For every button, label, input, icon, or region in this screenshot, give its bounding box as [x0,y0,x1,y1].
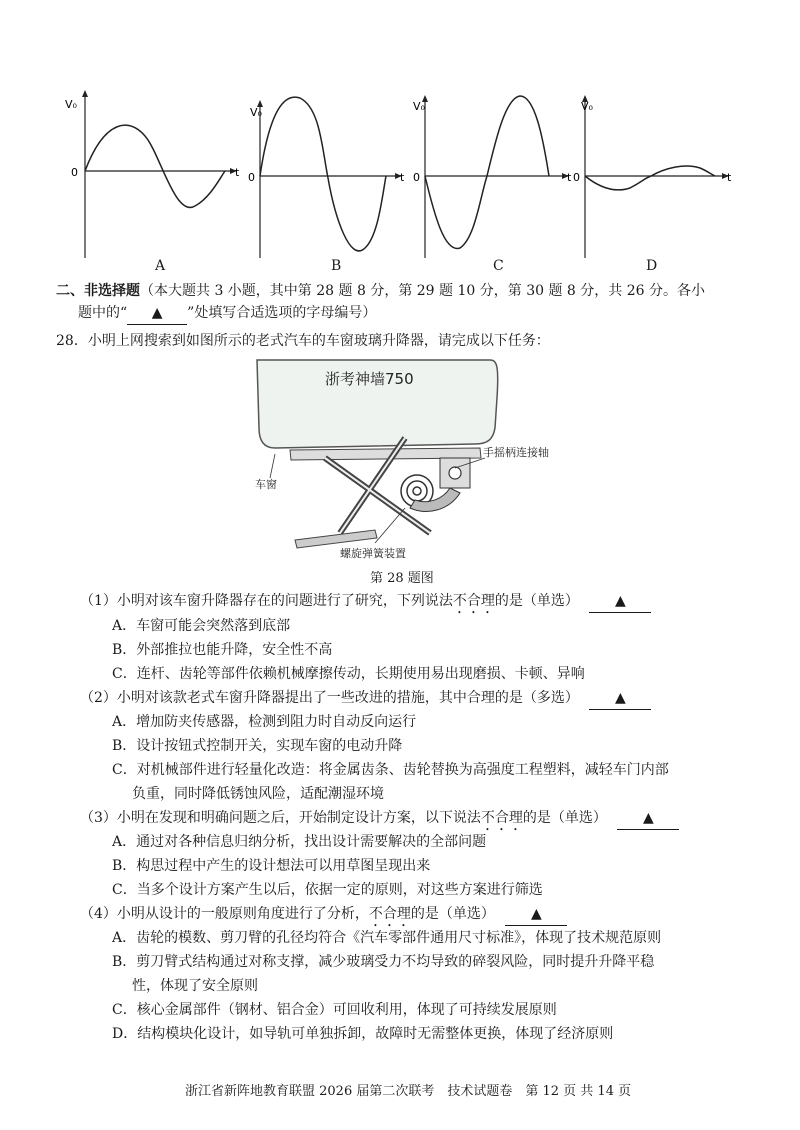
sub4-stem: （4）小明从设计的一般原则角度进行了分析，不合理的是（单选） ▲ [80,903,567,930]
svg-text:t: t [567,171,572,184]
svg-text:0: 0 [573,171,580,184]
sub4-answer-blank: ▲ [505,903,567,926]
sub4-option-a: A．齿轮的模数、剪刀臂的孔径均符合《汽车零部件通用尺寸标准》，体现了技术规范原则 [112,930,662,946]
car-window-regulator-figure [255,358,585,563]
sub4-option-b-cont: 性，体现了安全原则 [132,978,258,994]
sub2-answer-blank: ▲ [589,687,651,710]
sub2-option-c: C．对机械部件进行轻量化改造：将金属齿条、齿轮替换为高强度工程塑料，减轻车门内部 [112,762,669,778]
graph-b [248,97,405,258]
sub1-answer-blank: ▲ [589,590,651,613]
watermark-text: 浙考神墙750 [325,370,414,388]
svg-text:V₀: V₀ [413,100,425,113]
graph-d [573,95,732,258]
waveform-graphs [55,88,745,278]
sub2-option-b: B．设计按钮式控制开关，实现车窗的电动升降 [112,738,403,754]
label-spring: 螺旋弹簧装置 [340,547,406,560]
sub3-answer-blank: ▲ [617,807,679,830]
graph-label-b: B [331,258,342,274]
section-desc-1: （本大题共 3 小题，其中第 28 题 8 分，第 29 题 10 分，第 30 题 8 分，共 26 分。各小 [140,283,705,299]
graph-a [65,90,240,258]
sub3-option-c: C．当多个设计方案产生以后，依据一定的原则，对这些方案进行筛选 [112,882,543,898]
sub3-option-a: A．通过对各种信息归纳分析，找出设计需要解决的全部问题 [112,834,487,850]
question-28-body [80,590,770,1070]
sub4-option-d: D．结构模块化设计，如导轨可单独拆卸，故障时无需整体更换，体现了经济原则 [112,1026,614,1042]
sub1-option-c: C．连杆、齿轮等部件依赖机械摩擦传动，长期使用易出现磨损、卡顿、异响 [112,666,585,682]
sub1-option-a: A．车窗可能会突然落到底部 [112,618,291,634]
label-shaft: 手摇柄连接轴 [483,446,549,459]
graph-label-a: A [155,258,166,274]
svg-text:0: 0 [413,171,420,184]
svg-text:t: t [400,171,405,184]
graph-label-c: C [493,258,504,274]
sub2-stem: （2）小明对该款老式车窗升降器提出了一些改进的措施，其中合理的是（多选） ▲ [80,687,651,710]
sub1-stem: （1）小明对该车窗升降器存在的问题进行了研究，下列说法不合理的是（单选） ▲ [80,590,651,617]
sub1-option-b: B．外部推拉也能升降，安全性不高 [112,642,333,658]
figure-caption: 第 28 题图 [370,571,434,586]
sub3-option-b: B．构思过程中产生的设计想法可以用草图呈现出来 [112,858,431,874]
sub4-option-c: C．核心金属部件（钢材、铝合金）可回收利用，体现了可持续发展原则 [112,1002,557,1018]
sub3-stem: （3）小明在发现和明确问题之后，开始制定设计方案，以下说法不合理的是（单选） ▲ [80,807,679,834]
svg-text:0: 0 [248,171,255,184]
section-title: 二、非选择题 [56,283,140,299]
page-footer: 浙江省新阵地教育联盟 2026 届第二次联考 技术试题卷 第 12 页 共 14 页 [185,1084,632,1099]
svg-text:V₀: V₀ [250,106,262,119]
label-window: 车窗 [255,478,277,491]
svg-text:t: t [235,166,240,179]
graph-c [413,95,572,258]
svg-text:t: t [727,171,732,184]
axis-y-label: V₀ [65,98,77,111]
sub4-option-b: B．剪刀臂式结构通过对称支撑，减少玻璃受力不均导致的碎裂风险，同时提升升降平稳 [112,954,655,970]
graph-label-d: D [646,258,658,274]
sub2-option-a: A．增加防夹传感器，检测到阻力时自动反向运行 [112,714,417,730]
answer-blank: ▲ [127,302,187,325]
section-2-header: 二、非选择题（本大题共 3 小题，其中第 28 题 8 分，第 29 题 10 分，第 30 题 8 分，共 26 分。各小 题中的“ ▲ ”处填写合适选项的字母编号） [56,280,756,325]
question-28-stem: 28．小明上网搜索到如图所示的老式汽车的车窗玻璃升降器，请完成以下任务： [56,333,550,349]
svg-text:0: 0 [71,166,78,179]
sub2-option-c-cont: 负重，同时降低锈蚀风险，适配潮湿环境 [132,786,384,802]
svg-text:V₀: V₀ [581,100,593,113]
